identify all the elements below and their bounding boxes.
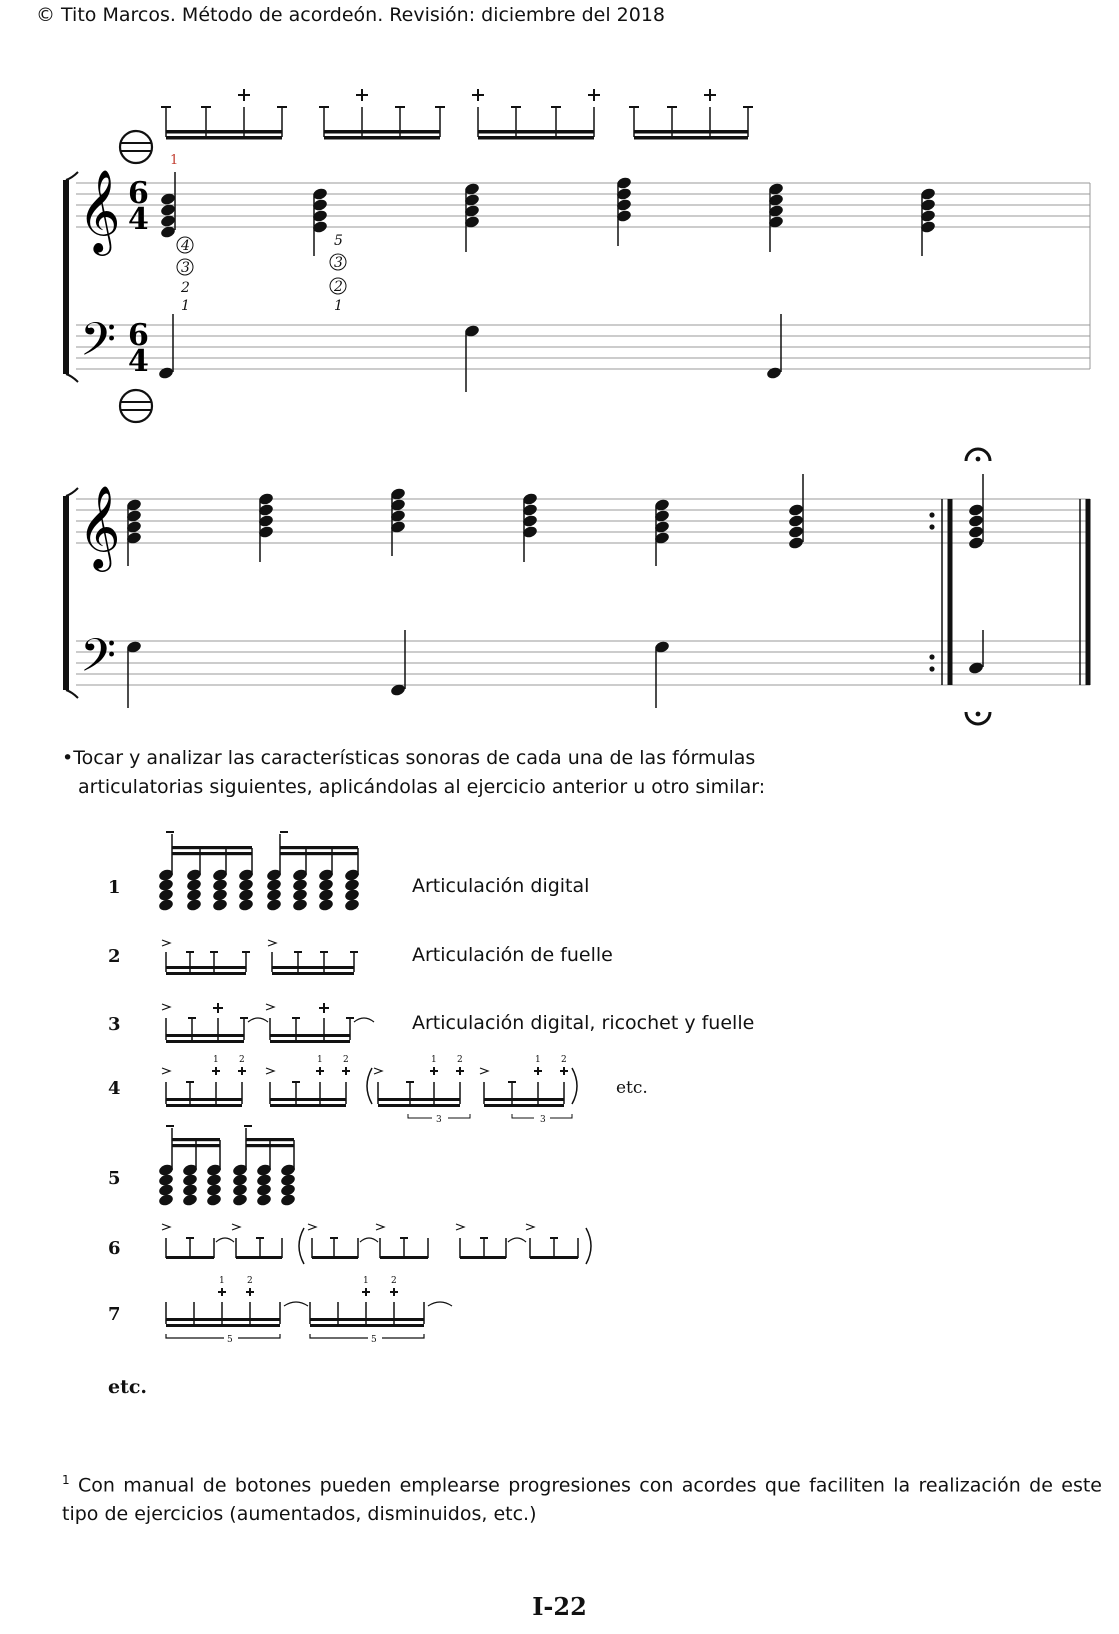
svg-text:2: 2: [181, 280, 190, 296]
ricochet-1: 1: [317, 1055, 323, 1065]
formula-6-notation: [162, 1224, 591, 1264]
formula-label-2: Articulación de fuelle: [412, 944, 613, 966]
formula-5-notation: [158, 1126, 297, 1207]
chord-2: [312, 187, 329, 256]
formula-number-4: 4: [108, 1078, 121, 1099]
chord-5: [768, 182, 785, 252]
svg-text:1: 1: [181, 298, 190, 314]
formula-number-5: 5: [108, 1168, 121, 1189]
fermata-icon: [966, 712, 990, 724]
svg-text:2: 2: [334, 279, 343, 295]
quintuplet-number: 5: [227, 1335, 233, 1345]
formula-1-notation: [158, 832, 361, 912]
ricochet-2: 2: [561, 1055, 567, 1065]
bass-clef-icon: 𝄢: [80, 629, 117, 694]
instructions-line-1: •Tocar y analizar las características sonoras de cada una de las fórmulas: [62, 747, 756, 769]
svg-text:3: 3: [334, 255, 343, 271]
ricochet-1: 1: [535, 1055, 541, 1065]
footnote-marker: 1: [170, 153, 179, 168]
treble-clef-icon: 𝄞: [78, 484, 121, 568]
fingering-chord-2: [330, 233, 346, 314]
svg-text:1: 1: [334, 298, 343, 314]
ricochet-2: 2: [239, 1055, 245, 1065]
triplet-number: 3: [540, 1115, 546, 1125]
ricochet-2: 2: [391, 1276, 397, 1286]
chord-4: [616, 176, 633, 246]
bellows-close-icon: [120, 390, 152, 422]
formula-number-6: 6: [108, 1238, 121, 1259]
svg-text:4: 4: [181, 238, 190, 254]
copyright-header: © Tito Marcos. Método de acordeón. Revisión: diciembre del 2018: [36, 4, 666, 26]
ricochet-1: 1: [431, 1055, 437, 1065]
ricochet-2: 2: [457, 1055, 463, 1065]
ricochet-2: 2: [247, 1276, 253, 1286]
bellows-close-icon: [120, 131, 152, 163]
treble-clef-icon: 𝄞: [78, 168, 121, 252]
formula-number-1: 1: [108, 877, 121, 898]
final-barline: [1080, 499, 1088, 685]
page-number: I-22: [532, 1592, 587, 1621]
ricochet-1: 1: [213, 1055, 219, 1065]
bass-note-5: [390, 630, 407, 697]
formula-label-3: Articulación digital, ricochet y fuelle: [412, 1012, 755, 1034]
instructions-line-2: articulatorias siguientes, aplicándolas al ejercicio anterior u otro similar:: [78, 776, 766, 798]
ricochet-1: 1: [219, 1276, 225, 1286]
chord-3: [464, 182, 481, 252]
time-sig-bottom: 4: [128, 344, 149, 379]
chord-1: [160, 172, 177, 239]
repeat-barline: [929, 499, 950, 685]
footnote-marker: 1: [62, 1473, 70, 1487]
chord-final: [968, 474, 985, 550]
formula-2-notation: [162, 940, 358, 975]
formula-number-7: 7: [108, 1304, 121, 1325]
formula-3-notation: [162, 1003, 374, 1043]
quintuplet-number: 5: [371, 1335, 377, 1345]
bass-clef-icon: 𝄢: [80, 313, 117, 378]
footnote: [62, 1466, 1102, 1529]
formula-label-1: Articulación digital: [412, 875, 590, 897]
etc-inline: etc.: [616, 1078, 648, 1098]
rhythm-pattern-top: [161, 89, 753, 140]
triplet-number: 3: [436, 1115, 442, 1125]
chord-10: [522, 492, 539, 562]
formula-number-2: 2: [108, 946, 121, 967]
fingering-chord-1: [177, 237, 193, 314]
formula-number-3: 3: [108, 1014, 121, 1035]
etc-final: etc.: [108, 1376, 148, 1398]
ricochet-1: 1: [363, 1276, 369, 1286]
bass-staff: [76, 325, 1090, 369]
system-1: [66, 153, 1090, 392]
instructions: [62, 744, 782, 802]
time-sig-top: 6: [128, 318, 149, 353]
chord-6: [920, 187, 937, 256]
chord-12: [788, 474, 805, 550]
time-sig-bottom: 4: [128, 202, 149, 237]
treble-staff: [76, 499, 1090, 543]
bass-staff: [76, 641, 1090, 685]
formula-4-notation: [162, 1067, 577, 1118]
footnote-text: Con manual de botones pueden emplearse progresiones con acordes que faciliten la realización de este tipo de ejercicios (aumentados, disminuidos, etc.): [62, 1474, 1102, 1526]
formula-7-notation: [166, 1288, 452, 1338]
svg-text:5: 5: [334, 233, 343, 249]
system-2: [66, 449, 1090, 724]
time-sig-top: 6: [128, 176, 149, 211]
bass-note-final: [968, 630, 985, 675]
chord-8: [258, 492, 275, 562]
ricochet-2: 2: [343, 1055, 349, 1065]
treble-staff: [76, 183, 1090, 227]
fermata-icon: [966, 449, 990, 461]
svg-text:3: 3: [181, 260, 190, 276]
